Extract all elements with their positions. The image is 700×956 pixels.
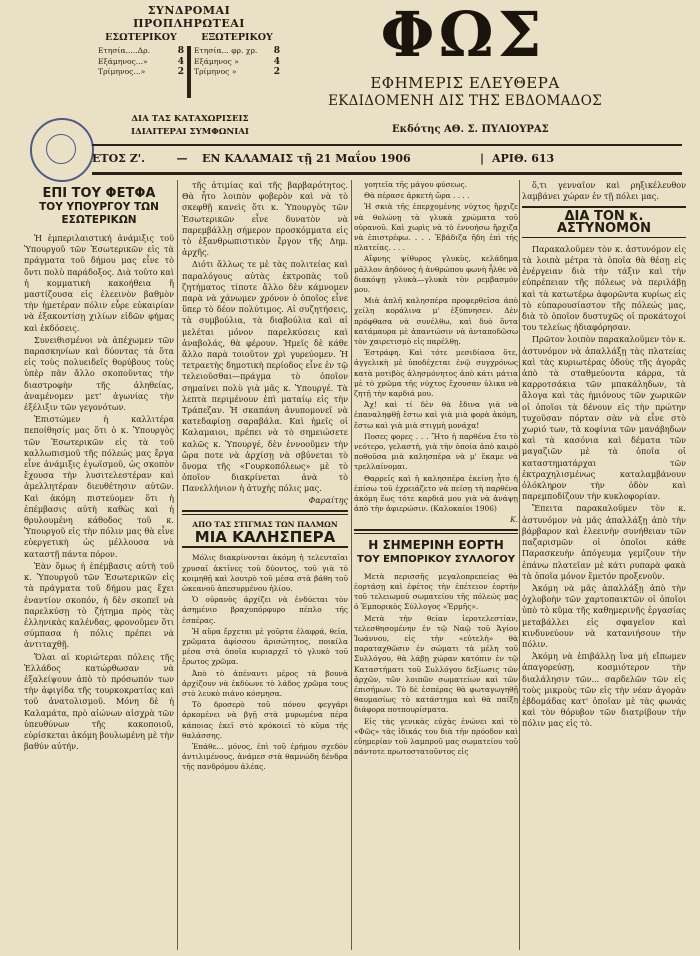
article-paragraph: Ποσες φορες . . . Ἤτο ἡ παρθένα ἔτο τὸ νεότερο, γελαστὴ, γιὰ τὴν ὁποία ἀπὸ καιρὸ ποθοῦσα μιὰ καλησπέρα νὰ μ' ἔκαμε νὰ τρελλαίνομαι. <box>354 431 518 472</box>
column-1 <box>24 180 174 752</box>
article-paragraph: Ὅλαι αἱ κυριώτεραι πόλεις τῆς Ἑλλάδος κατώρθωσαν νὰ ἐξαλείψουν ἀπὸ τὸ πρόσωπόν των τὴν ἀφιγίδα τῆς τουρκοκρατίας καὶ τοῦ ἀνατολισμοῦ. Μόνη δὲ ἡ Καλαμάτα, πρὸ αἰώνων αἰσχρὰ τῶν ὑπευθύνων τῆς κακοποιοῦ, εὑρίσκεται ἀκόμη βουλωμένη μὲ τὴν βαθύν αὐτήν. <box>24 651 175 752</box>
subscription-interior-head: ΕΣΩΤΕΡΙΚΟΥ <box>105 32 177 43</box>
article-subheading: ΤΟΥ ΥΠΟΥΡΓΟΥ ΤΩΝ ΕΣΩΤΕΡΙΚΩΝ <box>39 201 159 226</box>
article-paragraph: Συνειθισμένοι νὰ ἀπέχωμεν τῶν παρασκηνίων καὶ δύοντας τὰ ὅτα εἰς τοὺς πολυειδεῖς θορύβους τοὺς ὑπὲρ πᾶν ἄλλο σκοποῦντας τὴν διαστροφὴν τῆς ἀληθείας, ἀναμένομεν μετ' ἀγωνίας τὴν ἐξέλιξιν τῶν γεγονότων. <box>24 334 174 413</box>
article-paragraph: Διότι ἄλλως τε μὲ τὰς πολιτείας καὶ παραλόγους αὐτὰς ἐκτροπὰς τοῦ ζητήματος τίποτε ἄλλο δὲν κάμνομεν παρὰ νὰ χάνωμεν χρόνον ὁ ὁποῖος εἶνε ὕπερ τὸ δέον πολύτιμος. Αἱ συζητήσεις, τὰ συμβούλια, τὰ διαβούλια καὶ αἱ μελέται μόνον παρελκύσεις καὶ ἀναβολάς, θὰ φέρουν. Ἡμεῖς δὲ κάθε ἄλλο παρὰ τοιοῦτον χρὶ γυρεύομεν. Ἡ τετραετὴς δημοτικὴ περίοδος εἶνε ἐν τῷ τελειοῦσθαι—πράγμα τὸ ὁποῖον σημαίνει πολὺ γιὰ μᾶς κ. Ὑπουργέ. Τὰ λεπτὰ περιμένουν ἐπὶ ματαίῳ εἰς τὴν Τράπεζαν. Ἡ σκαπάνη ἀνυπομονεῖ νὰ κατεδαφίσῃ σαραβάλα. Καὶ ἡμεῖς οἱ Καλαμαιοι, πρέπει νὰ τὸ σημειώσετε καλῶς κ. Ὑπουργέ, δὲν ἐννοοῦμεν τὴν ὥρα ποτε νὰ ἀρχίσῃ νὰ σβύνεται τὸ ὄνομα τῆς «Γουρκοπόλεως» μὲ τὸ ὁποῖον διακρίνεται ἀνὰ τὸ Πανελλήνιον ἡ ἀτυχὴς πόλις μας. <box>182 259 348 494</box>
column-rule <box>351 180 352 950</box>
article-paragraph: Πρῶτον λοιπὸν παρακαλοῦμεν τὸν κ. ἀστυνόμον νὰ ἀπαλλάξῃ τὰς πλατείας καὶ τὰς κυριωτέρας ὁδοὺς τῆς ἀγορᾶς ἀπὸ τὰ σταθμεύοντα κάρρα, τὰ καρροτσάκια τῶν μπακάληδων, τὰ ἄλογα καὶ τὰς ἡμιόνους τῶν χωρικῶν οἱ ὁποῖοι τὰ δένουν εἰς τὴν πρώτην τυχοῦσαν πόρταν σὰν νὰ εἶνε στὸ χωριό των, τὰ κοφίνια τῶν μανάβηδων καὶ τὰ κασόνια καὶ δέματα τῶν μαγαζιῶν μὲ τὰ ὁποῖα οἱ καταστηματάρχαι τῶν ἐκτραχηλισμένως καταλαμβάνουν ὁλόκληρον τὴν ὁδὸν καὶ παρεμποδίζουν τὴν κυκλοφορίαν. <box>522 334 686 502</box>
newspaper-title: ΦΩΣ <box>380 0 546 71</box>
dateline-dash: — <box>176 152 188 165</box>
column-rule <box>177 180 178 950</box>
article-paragraph: Ἡ ἐμπεριλαιστική ἀνάμιξις τοῦ Ὑπουργοῦ τῶν Ἐσωτερικῶν εἰς τὰ πράγματα τοῦ δήμου μας εἶνε τὸ ὄντι πολὺ παράδοξος. Διὰ τοῦτο καὶ ἡ κομματικὴ κακοήθεια ἤ μαστίζουσα εἰς ἐλεεινὸν βαθμὸν τὴν ἡμετέραν πόλιν εὗρε εὐκαιρίαν νὰ ἐξακοντίσῃ χιλίων εἰδῶν φήμας καὶ ἐκδόσεις. <box>24 233 174 333</box>
column-4 <box>522 180 686 730</box>
subscription-row: Τρίμηνος » 2 <box>194 67 280 77</box>
dateline-separator: | <box>479 152 484 165</box>
newspaper-description <box>300 74 630 109</box>
article-paragraph: Θὰ πέρασε ἀρκετὴ ὥρα . . . . <box>364 191 470 201</box>
section-subheading: ΑΠΟ ΤΑΣ ΣΤΙΓΜΑΣ ΤΩΝ ΠΑΛΜΩΝ <box>192 519 338 529</box>
article-heading: ΜΙΑ ΚΑΛΗΣΠΕΡΑ <box>182 532 348 548</box>
article-paragraph: Τὸ δροσερὸ τοῦ πόνου φεγγάρι ἀρκομένει νὰ βγῇ στὰ μυρωμένα πέρα κάποιας ἐκεῖ στὸ κρόκοιεῖ τὸ κῦμα τῆς θαλάσσης. <box>182 700 348 740</box>
article-paragraph: Ὁ οὐρανὸς ἀρχίζει νὰ ἐνδύεται τὸν ἀσημένιο βραχυπόρφυρο πέπλο τῆς ἑσπέρας. <box>182 595 348 625</box>
article-paragraph: τῆς ἀτιμίας καὶ τῆς βαρβαρότητος. Θὰ ἦτο λοιπὸν φοβερὸν καὶ νὰ τὸ σκεφθῇ κανεὶς ὅτι κ. Ὑπουργὸς τῶν Ἐσωτερικῶν εἶνε δυνατὸν νὰ παρεμβάλλῃ σήμερον προσκόμματα εἰς τὸ ἐξανθρωπιστικὸν ἔργον τῆς Δημ. ἀρχῆς. <box>182 180 348 258</box>
article-paragraph: Ἀκόμη νὰ ἐπιβάλλῃ ἵνα μὴ εἴπωμεν ἀπαγορεύσῃ, κοσμιότερον τὴν διαλάλησιν τῶν... σαρδελῶν τῶν εἰς τοὺς μικροὺς τῶν εἰς τὴν νέαν ἀγορὰν ἑβδομάδας κατ' ὁποῖαν μὲ τὰς φωνάς καὶ τὸν θόρυβον τῶν διατρίβουν τὴν πόλιν μας εἰς τὸ. <box>522 651 686 729</box>
section-rule <box>182 510 348 515</box>
article-heading: ΕΠΙ ΤΟΥ ΦΕΤΦΑ <box>42 186 156 201</box>
subscription-exterior-head: ΕΞΩΤΕΡΙΚΟΥ <box>201 32 273 43</box>
issue-number: ΑΡΙΘ. 613 <box>492 152 555 165</box>
place-date: ΕΝ ΚΑΛΑΜΑΙΣ τῇ 21 Μαΐου 1906 <box>202 152 411 165</box>
article-heading: Η ΣΗΜΕΡΙΝΗ ΕΟΡΤΗ <box>368 537 504 552</box>
description-line: ΕΚΔΙΔΟΜΕΝΗ ΔΙΣ ΤΗΣ ΕΒΔΟΜΑΔΟΣ <box>328 93 602 109</box>
article-paragraph: Παρακαλοῦμεν τὸν κ. ἀστυνόμον εἰς τὰ λοιπὰ μέτρα τὰ ὁποῖα θὰ θέσῃ εἰς ἐνέργειαν διὰ τὴν τάξιν καὶ τὴν εὐπρέπειαν τῆς πόλεως νὰ περιλάβῃ καὶ τὰ κατωτέρω ἀφορῶντα κυρίως εἰς τὸ εὐπαρουσίαστον τῆς πόλεώς μας, διὰ τὸ ὁποῖον δυστυχῶς οἱ προκάτοχοί του τελείως ἠδιαφόρησαν. <box>522 243 686 333</box>
column-3 <box>354 180 518 757</box>
article-paragraph: γοητεῖα τῆς μάγου φύσεως. <box>364 180 468 189</box>
masthead-rule <box>92 144 682 146</box>
article-paragraph: Θαρρεῖς καὶ ἡ καλησπέρα ἐκείνη ἦτο ἡ ἐπίσω τοῦ ἐχρειάζετο νὰ πείσῃ τὴ παρθένα ἀκόμη ἕως τότε καρδιά μου γιὰ νὰ ἀνάψῃ ἀπὸ τὴν ἀφιερώσιν. (Καλοκαίοι 1906) <box>354 473 518 514</box>
article-paragraph: Ἡ σκιὰ τῆς ἐπερχομένης νύχτος ἤρχιζε νὰ θολώνῃ τὰ γλυκὰ χρώματα τοῦ οὐρανοῦ. Καὶ χωρὶς νὰ τὸ ἐννοήσω ἤρχιζα νὰ ἐπιστρέφω. . . . Ἐβάδιζα ἤδη ἐπὶ τῆς πλατείας. . . . <box>354 202 518 253</box>
subscription-row: Τρίμηνος...» 2 <box>98 67 184 77</box>
article-subheading: ΤΟΥ ΕΜΠΟΡΙΚΟΥ ΣΥΛΛΟΓΟΥ <box>357 553 515 565</box>
article-paragraph: Ἀπὸ τὸ ἀπέναντι μέρος τὰ βουνὰ ἀρχίζουν νὰ ἐκδύωνε τὸ λάδος χρῶμα τους στὸ λευκὸ πιάνο κόσμησα. <box>182 668 348 698</box>
article-paragraph: Ἀκόμη νὰ μᾶς ἀπαλλάξῃ ἀπὸ τὴν ὀχλοβοὴν τῶν χαρτοπαικτῶν οἱ ὁποῖοι ὑπὸ τὸ κῦμα τῆς καθημερινῆς ἐργασίας μεταβάλλει εἰς σφαγεῖον καὶ κινδυνεύουν νὰ κατανιήσουν τὴν πόλιν. <box>522 582 686 649</box>
article-paragraph: Ἐπιστώμεν ἡ καλλιτέρα πεποίθησίς μας ὅτι ὁ κ. Ὑπουργὸς τῶν Ἐσωτερικῶν εἰς τὰ τοῦ καλλωπισμοῦ τῆς πόλεώς μας ἔργα εἶνε ἀνάμιξις ἐγωϊσμοῦ, ὡς σκοπὸν ἔχουσα τὴν λυσιτελεστέραν καὶ ἀμελλητέραν διευθέτησιν αὐτῶν. Καὶ ἀκόμη πιστεύομεν ὅτι ἡ ἐπέμβασις αὐτὴ καθὼς καὶ ἡ θρυλουμένη κάθοδος τοῦ κ. Ὑπουργοῦ εἰς τὴν πόλιν μας θὰ εἶνε εὐεργετικὴ ὡς μέλλουσα νὰ καταστῇ πάντα πόρον. <box>24 414 174 559</box>
subscription-interior <box>98 32 184 98</box>
article-paragraph: Ἐὰν ὅμως ἡ ἐπέμβασις αὐτὴ τοῦ κ. Ὑπουργοῦ τῶν Ἐσωτερικῶν εἰς τὰ πράγματα τοῦ δήμου μας ἔχει ἐναντίον σκοπόν, ἡ δὲν σκοπεῖ νὰ παρελκύσῃ τὸ ζήτημα πρὸς τὰς ἑλληνικὰς καλένδας, φρονοῦμεν ὅτι σύμπασα ἡ πόλις πρέπει νὰ ἀντιταχθῇ. <box>24 560 174 650</box>
dateline <box>92 152 682 165</box>
subscription-row: Εξάμηνος » 4 <box>194 56 280 67</box>
article-paragraph: Ἔπειτα παρακαλοῦμεν τὸν κ. ἀστυνόμον νὰ μᾶς ἀπαλλάξῃ ἀπὸ τὴν βάρβαρον καὶ ἐλεεινὴν συνήθειαν τῶν παζαρισμῶν οἱ ὁποῖοι κάθε Παρασκευὴν ἀπόγευμα γεμίζουν τὴν ἐπάνω πλατεῖαν μὲ κάτι ρυπαρὰ φακὰ τὰ ὁποῖα μόνον ἔμετόν προξενοῦν. <box>522 503 686 581</box>
subscription-row: Ετησία... φρ. χρ. 8 <box>194 46 280 56</box>
subscription-divider <box>187 46 191 98</box>
article-paragraph: Μετὰ τὴν θείαν ἱεροτελεστίαν, τελεσθησομένην ἐν τῷ Ναῷ τοῦ Ἁγίου Ἰωάννου, εἰς τὴν «εὐτελὴ» θὰ παραταχθῶσιν ἐν σώματι τὰ μέλη τοῦ Συλλόγου, θὰ λάβῃ χώραν κατόπιν ἐν τῷ Καταστήματι τοῦ Συλλόγου δεξίωσις τῶν ἀρχῶν, τῶν λοιπῶν σωματείων καὶ τῶν ἐπισήμων. Τὸ δὲ ἑσπέρας θὰ φωταγωγηθῇ θαυμασίως τὸ κατάστημα καὶ θὰ παίξῃ διάφορα ποτπουρίσματα. <box>354 613 518 715</box>
article-signature: Κ. <box>510 514 518 524</box>
article-paragraph: Ἐστράφη. Καὶ τότε μεσιδίασα ὅτε, ἀγγελικὴ μὲ ὑποδέχεται ἐνῷ συγχρόνως κατὰ μοτιβὸς ἀλησμόνητος ἀπὸ κάτι μάτια μὲ τὸ χρῶμα τῆς νύχτος ἔχουσαν ὑλικα νὰ ζητῇ τὴν καρδιά μου. <box>354 348 518 399</box>
advertising-line: ΙΔΙΑΙΤΕΡΑΙ ΣΥΜΦΩΝΙΑΙ <box>131 127 249 137</box>
issue-year: ΕΤΟΣ Ζ'. <box>92 152 145 165</box>
publisher: Εκδότης ΑΘ. Σ. ΠΥΛΙΟΥΡΑΣ <box>392 124 549 135</box>
article-paragraph: Αἴφνης ψίθυρος γλυκὺς, κελάδημα μᾶλλον ἀηδόνος ἡ ἀνθρώπου φωνὴ ἦλθε νὰ διακόψῃ γλυκὰ—γλυκὰ τὸν ρεμβασμόν μου. <box>354 254 518 295</box>
dateline-rule <box>92 172 682 175</box>
subscription-row: Ετησία.....Δρ. 8 <box>98 46 184 56</box>
library-stamp-icon <box>30 118 94 182</box>
article-paragraph: Μετὰ περισσῆς μεγαλοπρεπείας θὰ ἑορτάσῃ καὶ ἐφέτος τὴν ἐπέτειον ἑορτὴν τοῦ τελειωμοῦ σωματείου τῆς πόλεώς μας ὁ Ἐμπορικὸς Σύλλογος «Ἑρμῆς». <box>354 571 518 612</box>
article-paragraph: Ἐπάθε... μόνος, ἐπὶ τοῦ ἐρήμου σχεδὸν ἀντιλιμένους, ἀνάμεσ στὰ θαμνώδη δένδρα τῆς πανδρόμου ἀλέας. <box>182 741 348 772</box>
advertising-note <box>100 113 280 139</box>
article-signature: Φαραίτης <box>308 494 348 505</box>
article-paragraph: Μιὰ ἁπλῆ καλησπέρα προφερθεῖσα ἀπὸ χείλη κοράλινα μ' ἐξύπνησεν. Δὲν πρόφθασα νὰ συνέλθω, καὶ δυὸ ὄντα κατάμαυρα μὲ ἀπαντώσιν νὰ ἀνταποδῶσω τὸν χαιρετισμὸ εἰς παρέλθῃ. <box>354 296 518 347</box>
article-paragraph: Ἡ αὔρα ἔρχεται μὲ γοῦρτα ἐλαφρά, θεῖα, χρῶματα ἀφίσσου ἀρισώτητος, ποικίλα μέσα στὰ ὁποῖα κυριαρχεῖ τὸ γλυκὸ τοῦ ἔρωτος χρῶμα. <box>182 626 348 667</box>
article-paragraph: Εἰς τὰς γενικὰς εὐχὰς ἑνώνει καὶ τὸ «Φῶς» τὰς ἰδικάς του διὰ τὴν πρόοδον καὶ εὐημερίαν τοῦ λαμπροῦ μας σωματείου τοῦ πάντοτε πρωτοστατοῦντος εἰς <box>354 716 518 757</box>
subscription-box <box>98 4 280 98</box>
subscription-exterior <box>194 32 280 98</box>
article-paragraph: Ἀχ! καὶ τί δὲν θὰ ἔδινα γιὰ νὰ ἐπαναληφθῇ ἔστω καὶ γιὰ μιὰ φορὰ ἀκόμη, ἔστω καὶ γιὰ μιὰ στιγμὴ μονάχα! <box>354 400 518 430</box>
subscription-title: ΣΥΝΔΡΟΜΑΙ ΠΡΟΠΛΗΡΩΤΕΑΙ <box>133 4 245 30</box>
article-paragraph: ὅ,τι γενναῖον καὶ ρηξικέλευθον λαμβάνει χώραν ἐν τῇ πόλει μας. <box>522 180 686 202</box>
description-line: ΕΦΗΜΕΡΙΣ ΕΛΕΥΘΕΡΑ <box>370 74 560 92</box>
subscription-row: Εξάμηνος...» 4 <box>98 56 184 67</box>
advertising-line: ΔΙΑ ΤΑΣ ΚΑΤΑΧΩΡΙΣΕΙΣ <box>131 114 249 124</box>
column-2 <box>182 180 348 773</box>
article-paragraph: Μόλις διακρίνονται ἀκόμη ἡ τελευταῖαι χρυσαῖ ἀκτῖνες τοῦ δύοντος, τοῦ γιὰ τὸ κοιμηθῇ καὶ λουτρὸ τοῦ μέσα στὰ βάθη τοῦ ὠκεανοῦ ἀπεσυρμένου ἡλίου. <box>182 553 348 593</box>
section-rule <box>354 529 518 534</box>
article-heading: ΔΙΑ ΤΟΝ κ. ΑΣΤΥΝΟΜΟΝ <box>522 206 686 237</box>
column-rule <box>519 180 520 950</box>
